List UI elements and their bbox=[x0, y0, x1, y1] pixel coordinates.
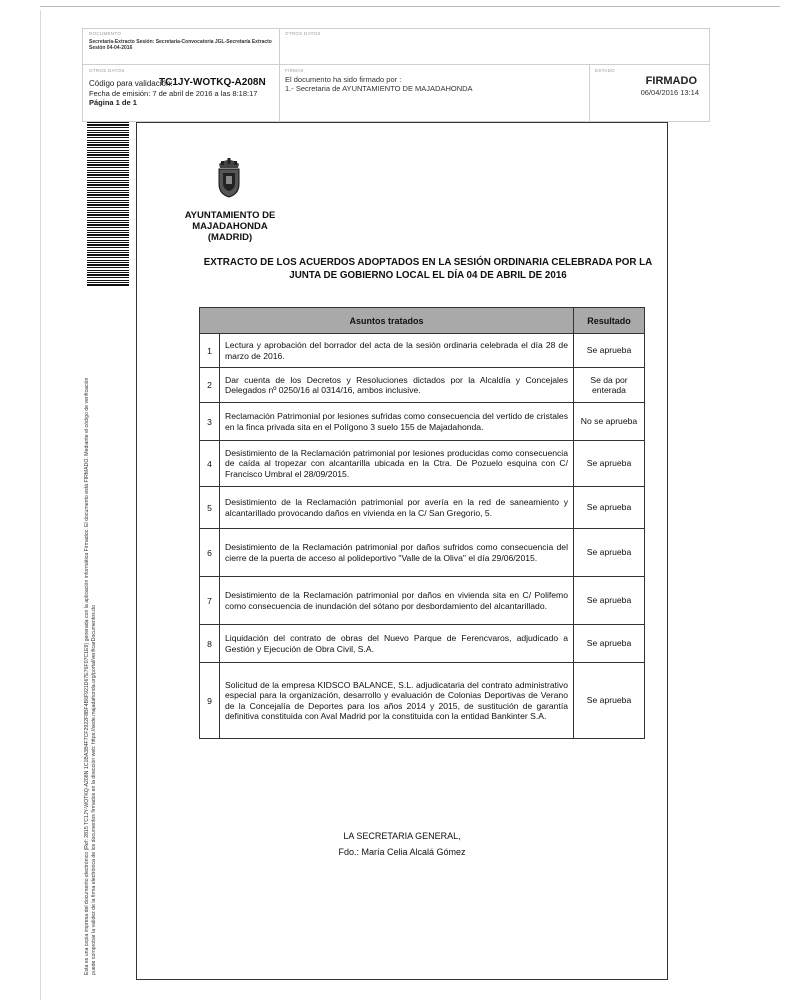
row-number: 7 bbox=[200, 577, 220, 625]
title-line: EXTRACTO DE LOS ACUERDOS ADOPTADOS EN LA SESIÓN ORDINARIA CELEBRADA POR LA bbox=[203, 257, 653, 268]
verification-side-text bbox=[84, 295, 97, 975]
agreements-table bbox=[199, 307, 645, 739]
table-row bbox=[200, 577, 645, 625]
status-badge: FIRMADO bbox=[645, 75, 697, 87]
row-subject: Solicitud de la empresa KIDSCO BALANCE, S.L. adjudicataria del contrato administrativo especial para la organización, desarrollo y evaluación de Colonias Deportivas de Verano de la Concejalía de Deportes para los años 2014 y 2015, de sustitución de garantía definitiva constituida con Aval Madrid por la constituida con la entidad Bankinter S.A. bbox=[220, 663, 574, 739]
table-row bbox=[200, 441, 645, 487]
row-subject: Desistimiento de la Reclamación patrimonial por lesiones producidas como consecuencia de caída al tropezar con alcantarilla ubicada en la Ctra. De Pozuelo esquina con C/ Francisco Umbral el 28/09/2015. bbox=[220, 441, 574, 487]
status-label: ESTADO bbox=[595, 68, 615, 73]
page-count: Página 1 de 1 bbox=[89, 98, 137, 107]
row-number: 4 bbox=[200, 441, 220, 487]
row-result: Se aprueba bbox=[574, 441, 645, 487]
row-subject: Desistimiento de la Reclamación patrimonial por daños en vivienda sita en C/ Polifemo como consecuencia de inundación del sótano por desbordamiento del alcantarillado. bbox=[220, 577, 574, 625]
emission-date: Fecha de emisión: 7 de abril de 2016 a las 8:18:17 bbox=[89, 89, 258, 98]
validation-code-label: Código para validación: bbox=[89, 79, 173, 88]
row-result: Se aprueba bbox=[574, 529, 645, 577]
document-label: DOCUMENTO bbox=[89, 31, 122, 36]
row-subject: Reclamación Patrimonial por lesiones sufridas como consecuencia del vertido de cristales en la finca privada sita en el Polígono 3 suelo 155 de Majadahonda. bbox=[220, 403, 574, 441]
table-row bbox=[200, 663, 645, 739]
municipality-name bbox=[173, 210, 287, 243]
result-column-header: Resultado bbox=[574, 308, 645, 334]
municipality-line: AYUNTAMIENTO DE bbox=[184, 210, 276, 221]
row-result: Se aprueba bbox=[574, 625, 645, 663]
row-subject: Liquidación del contrato de obras del Nuevo Parque de Ferencvaros, adjudicado a Gestión y Ejecución de Obra Civil, S.A. bbox=[220, 625, 574, 663]
row-number: 8 bbox=[200, 625, 220, 663]
signatures-label: FIRMAS bbox=[285, 68, 304, 73]
coat-of-arms-icon bbox=[214, 156, 244, 198]
row-subject: Desistimiento de la Reclamación patrimonial por avería en la red de saneamiento y alcantarillado provocando daños en vivienda en la C/ San Gregorio, 5. bbox=[220, 487, 574, 529]
row-result: Se da por enterada bbox=[574, 368, 645, 403]
table-row bbox=[200, 487, 645, 529]
municipality-line: MAJADAHONDA bbox=[192, 221, 268, 232]
status-date: 06/04/2016 13:14 bbox=[640, 88, 699, 97]
table-row bbox=[200, 334, 645, 368]
signer-name: 1.- Secretaria de AYUNTAMIENTO DE MAJADAHONDA bbox=[285, 84, 473, 93]
row-number: 6 bbox=[200, 529, 220, 577]
table-row bbox=[200, 368, 645, 403]
validation-section-label: OTROS DATOS bbox=[89, 68, 125, 73]
document-page bbox=[136, 122, 668, 980]
other-data-label: OTROS DATOS bbox=[285, 31, 321, 36]
row-subject: Lectura y aprobación del borrador del acta de la sesión ordinaria celebrada el día 28 de marzo de 2016. bbox=[220, 334, 574, 368]
row-result: Se aprueba bbox=[574, 577, 645, 625]
table-header-row bbox=[200, 308, 645, 334]
row-result: Se aprueba bbox=[574, 663, 645, 739]
header-separator bbox=[589, 65, 590, 121]
municipality-line: (MADRID) bbox=[207, 232, 253, 243]
table-row bbox=[200, 625, 645, 663]
subjects-column-header: Asuntos tratados bbox=[200, 308, 574, 334]
header-separator bbox=[279, 29, 280, 64]
table-row bbox=[200, 403, 645, 441]
table-row bbox=[200, 529, 645, 577]
document-description: Secretaría-Extracto Sesión: Secretaria-Convocatoria JGL-Secretaría Extracto Sesión 04-04-2016 bbox=[89, 39, 272, 51]
row-subject: Desistimiento de la Reclamación patrimonial por daños sufridos como consecuencia del cierre de la puerta de acceso al polideportivo "Valle de la Oliva" el día 29/06/2015. bbox=[220, 529, 574, 577]
header-row-validation bbox=[82, 64, 710, 122]
row-number: 2 bbox=[200, 368, 220, 403]
row-result: No se aprueba bbox=[574, 403, 645, 441]
barcode-icon bbox=[87, 122, 129, 287]
header-separator bbox=[279, 65, 280, 121]
row-number: 5 bbox=[200, 487, 220, 529]
row-result: Se aprueba bbox=[574, 334, 645, 368]
top-rule bbox=[40, 6, 780, 7]
signed-by-label: El documento ha sido firmado por : bbox=[285, 75, 402, 84]
side-text-line: puede comprobar la validez de la firma electrónica de los documentos firmados en la dirección web: https://sede.majadahonda.org/portal/verificarDocumentos.do bbox=[90, 605, 97, 975]
row-subject: Dar cuenta de los Decretos y Resoluciones dictados por la Alcaldía y Concejales Delegados nº 0250/16 al 0314/16, ambos inclusive. bbox=[220, 368, 574, 403]
validation-code: TC1JY-WOTKQ-A208N bbox=[159, 77, 266, 88]
left-scan-edge bbox=[40, 10, 41, 1000]
row-number: 1 bbox=[200, 334, 220, 368]
side-text-line: Esta es una copia impresa del documento electrónico (Ref: 2815 TC1JY-WOTKQ-A208N 1C1BA3B4F7CF2922F8BF4B6F921D67E76F07C1E9) generada con la aplicación informática Firmadoc. El documento está FIRMADO. Mediante el código de verificación bbox=[84, 377, 90, 975]
header-row-document bbox=[82, 28, 710, 65]
row-number: 3 bbox=[200, 403, 220, 441]
row-result: Se aprueba bbox=[574, 487, 645, 529]
document-title bbox=[197, 256, 659, 282]
row-number: 9 bbox=[200, 663, 220, 739]
signature-title: LA SECRETARIA GENERAL, bbox=[343, 831, 461, 841]
signature-name: Fdo.: María Celia Alcalá Gómez bbox=[338, 847, 466, 857]
title-line: JUNTA DE GOBIERNO LOCAL EL DÍA 04 DE ABRIL DE 2016 bbox=[289, 270, 567, 281]
